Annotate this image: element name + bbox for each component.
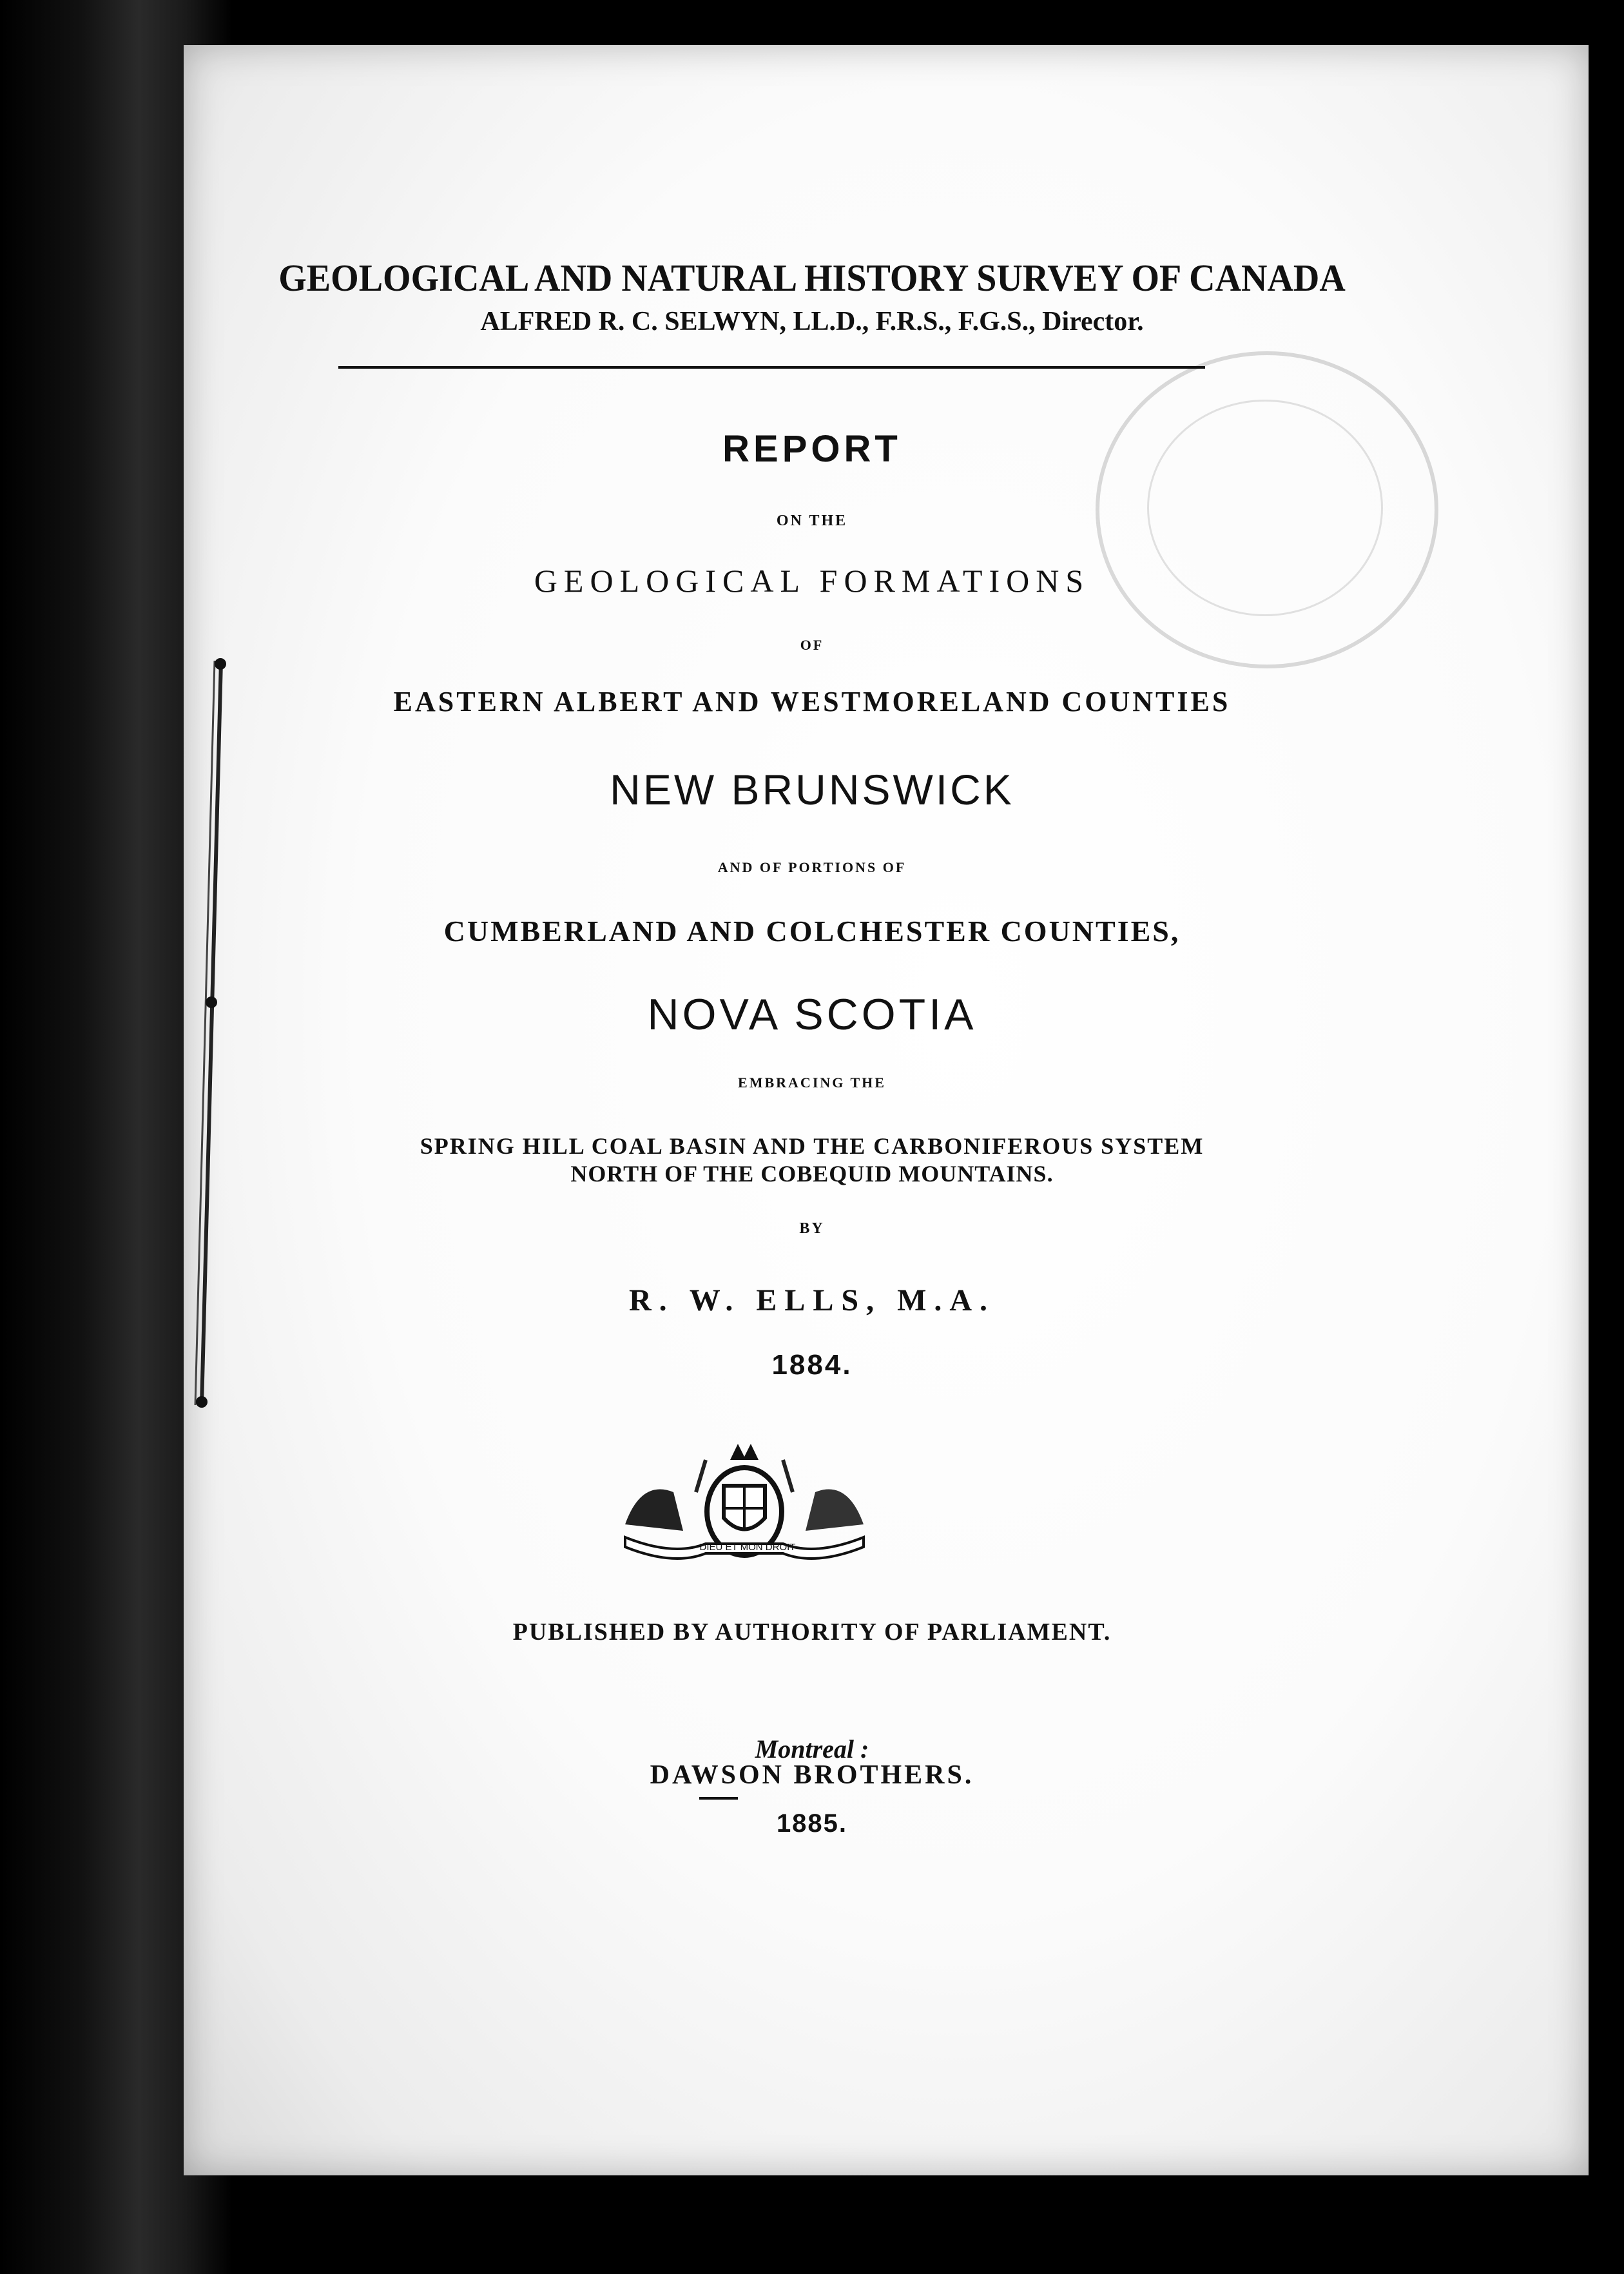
authority-line: PUBLISHED BY AUTHORITY OF PARLIAMENT.: [512, 1618, 1112, 1646]
publisher-name: DAWSON BROTHERS.: [650, 1760, 974, 1790]
scope-line-2: NORTH OF THE COBEQUID MOUNTAINS.: [570, 1161, 1054, 1187]
region-2-line: CUMBERLAND AND COLCHESTER COUNTIES,: [443, 915, 1181, 948]
by-line: BY: [799, 1220, 825, 1237]
binding-knot-bottom: [196, 1396, 208, 1408]
embracing-line: EMBRACING THE: [738, 1074, 886, 1091]
region-1-line: EASTERN ALBERT AND WESTMORELAND COUNTIES: [393, 686, 1231, 717]
publication-year: 1885.: [776, 1809, 848, 1838]
binding-knot-top: [215, 658, 226, 670]
of-line: OF: [800, 637, 824, 653]
author-line: R. W. ELLS, M.A.: [628, 1283, 996, 1317]
on-the-line: ON THE: [776, 512, 848, 529]
province-2-line: NOVA SCOTIA: [647, 990, 977, 1039]
subject-line: GEOLOGICAL FORMATIONS: [534, 563, 1090, 599]
province-1-line: NEW BRUNSWICK: [610, 766, 1014, 813]
director-line: ALFRED R. C. SELWYN, LL.D., F.R.S., F.G.S., Director.: [480, 307, 1144, 336]
header-rule: [338, 366, 1205, 369]
coat-of-arms-motto: DIEU ET MON DROIT: [699, 1542, 796, 1553]
survey-title: GEOLOGICAL AND NATURAL HISTORY SURVEY OF CANADA: [278, 257, 1346, 300]
report-heading: REPORT: [722, 428, 902, 470]
report-year: 1884.: [771, 1349, 853, 1381]
scope-line-1: SPRING HILL COAL BASIN AND THE CARBONIFEROUS SYSTEM: [420, 1133, 1204, 1159]
imprint-city: Montreal :: [755, 1735, 869, 1764]
portions-line: AND OF PORTIONS OF: [717, 859, 907, 875]
